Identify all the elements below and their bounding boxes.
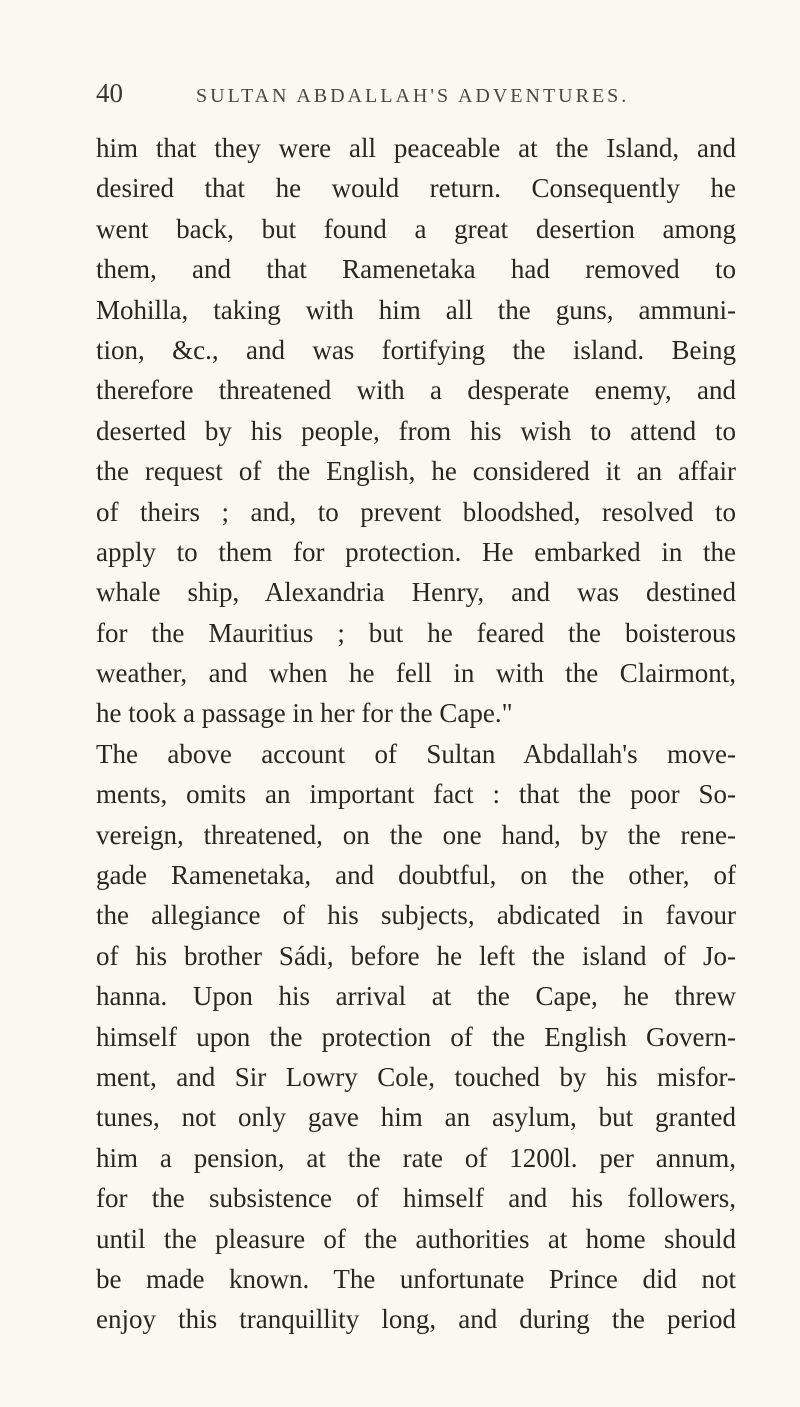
text-line: ment, and Sir Lowry Cole, touched by his misfor- (96, 1061, 736, 1092)
text-line: hanna. Upon his arrival at the Cape, he threw (96, 981, 736, 1012)
text-line: himself upon the protection of the English Govern- (96, 1021, 736, 1052)
text-line: he took a passage in her for the Cape." (96, 698, 513, 729)
text-line: vereign, threatened, on the one hand, by the rene- (96, 819, 736, 850)
text-line: enjoy this tranquillity long, and during the period (96, 1304, 736, 1335)
text-line: of his brother Sádi, before he left the island of Jo- (96, 940, 736, 971)
text-line: deserted by his people, from his wish to attend to (96, 415, 736, 446)
text-line: him that they were all peaceable at the Island, and (96, 133, 736, 163)
text-line: gade Ramenetaka, and doubtful, on the other, of (96, 860, 736, 891)
text-line: for the Mauritius ; but he feared the boisterous (96, 617, 736, 648)
text-line: Mohilla, taking with him all the guns, ammuni- (96, 294, 736, 325)
text-line: weather, and when he fell in with the Clairmont, (96, 658, 736, 689)
text-line: desired that he would return. Consequently he (96, 173, 736, 204)
text-line: for the subsistence of himself and his followers, (96, 1183, 736, 1214)
text-line: of theirs ; and, to prevent bloodshed, resolved to (96, 496, 736, 527)
body-text (96, 128, 736, 1340)
text-line: the request of the English, he considered it an affair (96, 456, 736, 487)
running-head (96, 78, 736, 118)
text-line: ments, omits an important fact : that the poor So- (96, 779, 736, 810)
text-line: them, and that Ramenetaka had removed to (96, 254, 736, 285)
text-line: tion, &c., and was fortifying the island. Being (96, 334, 736, 365)
text-line: tunes, not only gave him an asylum, but granted (96, 1102, 736, 1133)
text-line: went back, but found a great desertion among (96, 213, 736, 244)
text-line: therefore threatened with a desperate enemy, and (96, 375, 736, 406)
text-line: whale ship, Alexandria Henry, and was destined (96, 577, 736, 608)
text-line: him a pension, at the rate of 1200l. per annum, (96, 1142, 736, 1173)
running-title: SULTAN ABDALLAH'S ADVENTURES. (196, 85, 630, 107)
text-line: until the pleasure of the authorities at home should (96, 1223, 736, 1254)
text-line: be made known. The unfortunate Prince did not (96, 1263, 736, 1294)
text-line: apply to them for protection. He embarked in the (96, 536, 736, 567)
page-number: 40 (96, 78, 123, 108)
text-line: the allegiance of his subjects, abdicated in favour (96, 900, 736, 931)
text-line: The above account of Sultan Abdallah's move- (96, 738, 736, 769)
